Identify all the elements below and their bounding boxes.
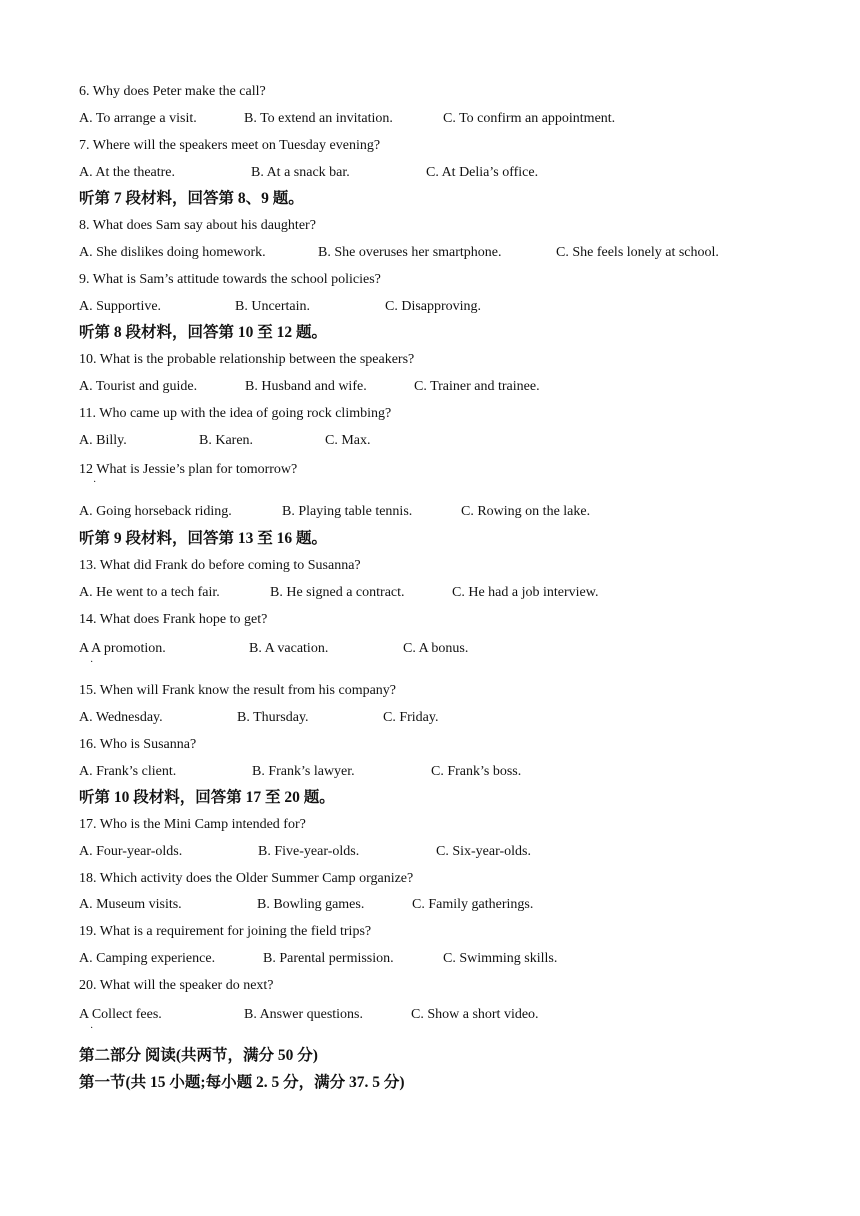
section-heading-10: 听第 10 段材料，回答第 17 至 20 题。 [79, 789, 335, 806]
question-7-options [79, 164, 779, 182]
question-16-stem: 16. Who is Susanna? [79, 737, 197, 752]
section-heading-8: 听第 8 段材料，回答第 10 至 12 题。 [79, 324, 328, 341]
question-8-options [79, 244, 779, 262]
q7-option-b: B. At a snack bar. [251, 165, 350, 180]
stray-dot-mark: · [90, 657, 94, 668]
question-20-options [79, 1006, 779, 1024]
question-13-options [79, 584, 779, 602]
q8-option-c: C. She feels lonely at school. [556, 245, 719, 260]
q15-option-a: A. Wednesday. [79, 710, 163, 725]
q7-option-a: A. At the theatre. [79, 165, 176, 180]
question-6-stem: 6. Why does Peter make the call? [79, 84, 266, 99]
q6-option-a: A. To arrange a visit. [79, 111, 197, 126]
question-12-stem: 12 What is Jessie’s plan for tomorrow? [79, 462, 298, 477]
question-6-options [79, 110, 779, 128]
question-15-stem: 15. When will Frank know the result from his company? [79, 683, 397, 698]
question-13-stem: 13. What did Frank do before coming to Susanna? [79, 558, 361, 573]
q18-option-b: B. Bowling games. [257, 897, 365, 912]
q13-option-c: C. He had a job interview. [452, 585, 599, 600]
q11-option-b: B. Karen. [199, 433, 254, 448]
q13-option-b: B. He signed a contract. [270, 585, 405, 600]
q8-option-a: A. She dislikes doing homework. [79, 245, 266, 260]
q20-option-b: B. Answer questions. [244, 1007, 363, 1022]
question-10-options [79, 378, 779, 396]
q10-option-a: A. Tourist and guide. [79, 379, 198, 394]
question-18-stem: 18. Which activity does the Older Summer Camp organize? [79, 871, 414, 886]
question-11-stem: 11. Who came up with the idea of going rock climbing? [79, 406, 392, 421]
q13-option-a: A. He went to a tech fair. [79, 585, 220, 600]
question-19-options [79, 950, 779, 968]
question-14-stem: 14. What does Frank hope to get? [79, 612, 268, 627]
question-17-stem: 17. Who is the Mini Camp intended for? [79, 817, 306, 832]
q10-option-b: B. Husband and wife. [245, 379, 367, 394]
question-20-stem: 20. What will the speaker do next? [79, 978, 274, 993]
question-8-stem: 8. What does Sam say about his daughter? [79, 218, 316, 233]
question-10-stem: 10. What is the probable relationship between the speakers? [79, 352, 415, 367]
q15-option-c: C. Friday. [383, 710, 439, 725]
question-17-options [79, 843, 779, 861]
q8-option-b: B. She overuses her smartphone. [318, 245, 502, 260]
q11-option-c: C. Max. [325, 433, 371, 448]
q17-option-a: A. Four-year-olds. [79, 844, 183, 859]
question-15-options [79, 709, 779, 727]
question-18-options [79, 896, 779, 914]
question-14-options [79, 640, 779, 658]
q19-option-c: C. Swimming skills. [443, 951, 558, 966]
q7-option-c: C. At Delia’s office. [426, 165, 539, 180]
q6-option-b: B. To extend an invitation. [244, 111, 393, 126]
section-heading-9: 听第 9 段材料，回答第 13 至 16 题。 [79, 530, 328, 547]
q6-option-c: C. To confirm an appointment. [443, 111, 616, 126]
question-7-stem: 7. Where will the speakers meet on Tuesday evening? [79, 138, 381, 153]
q9-option-b: B. Uncertain. [235, 299, 311, 314]
q16-option-a: A. Frank’s client. [79, 764, 177, 779]
q12-option-a: A. Going horseback riding. [79, 504, 232, 519]
q14-option-a: A A promotion. [79, 641, 166, 656]
question-9-stem: 9. What is Sam’s attitude towards the school policies? [79, 272, 381, 287]
question-12-options [79, 503, 779, 521]
question-9-options [79, 298, 779, 316]
stray-dot-mark: · [93, 477, 97, 488]
q9-option-a: A. Supportive. [79, 299, 162, 314]
q19-option-b: B. Parental permission. [263, 951, 394, 966]
q10-option-c: C. Trainer and trainee. [414, 379, 540, 394]
q15-option-b: B. Thursday. [237, 710, 309, 725]
q17-option-b: B. Five-year-olds. [258, 844, 360, 859]
q16-option-c: C. Frank’s boss. [431, 764, 522, 779]
q18-option-c: C. Family gatherings. [412, 897, 534, 912]
q18-option-a: A. Museum visits. [79, 897, 182, 912]
section-heading-7: 听第 7 段材料，回答第 8、9 题。 [79, 190, 304, 207]
q12-option-b: B. Playing table tennis. [282, 504, 413, 519]
question-19-stem: 19. What is a requirement for joining the field trips? [79, 924, 372, 939]
stray-dot-mark: · [90, 1023, 94, 1034]
q19-option-a: A. Camping experience. [79, 951, 216, 966]
q20-option-a: A Collect fees. [79, 1007, 162, 1022]
section-one-heading: 第一节(共 15 小题;每小题 2. 5 分，满分 37. 5 分) [79, 1074, 405, 1091]
q17-option-c: C. Six-year-olds. [436, 844, 531, 859]
question-16-options [79, 763, 779, 781]
q20-option-c: C. Show a short video. [411, 1007, 539, 1022]
q12-option-c: C. Rowing on the lake. [461, 504, 591, 519]
q9-option-c: C. Disapproving. [385, 299, 482, 314]
q11-option-a: A. Billy. [79, 433, 127, 448]
q14-option-b: B. A vacation. [249, 641, 329, 656]
part-two-heading: 第二部分 阅读(共两节，满分 50 分) [79, 1047, 318, 1064]
q16-option-b: B. Frank’s lawyer. [252, 764, 355, 779]
question-11-options [79, 432, 779, 450]
q14-option-c: C. A bonus. [403, 641, 469, 656]
